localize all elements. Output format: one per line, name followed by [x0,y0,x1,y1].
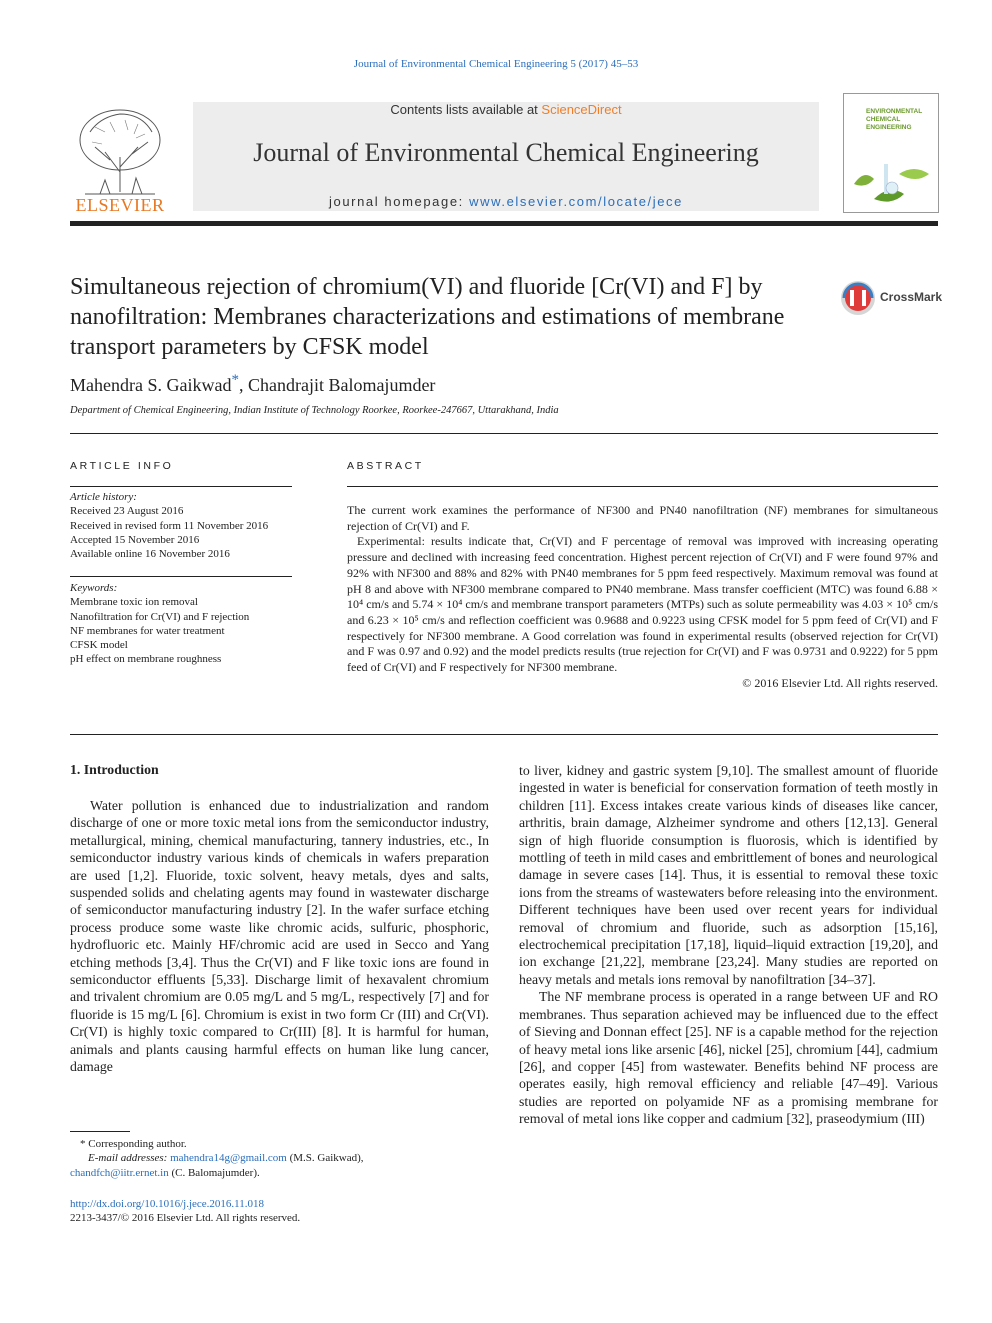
email-link[interactable]: mahendra14g@gmail.com [170,1152,287,1165]
body-column-left [70,797,489,1076]
abstract-paragraph: Experimental: results indicate that, Cr(VI) and F percentage of removal was improved with increasing operating pressure and declined with increasing feed concentration. Highest percent rejection of Cr(VI) and F were found 97% and 92% with NF300 and 88% and 82% with PN40 membranes for 5 ppm feed respectively. Maximum removal was found at pH 8 and above with NF300 membrane compared to PN40 membrane. Mass transfer coefficient (MTC) was found 6.88 × 10⁴ cm/s and 5.74 × 10⁴ cm/s and membrane transport parameters (MTPs) such as solute permeability was 4.03 × 10⁵ cm/s and 6.23 × 10⁵ cm/s and reflection coefficient was 0.9688 and 0.9223 using CFSK model for 5 ppm feed of Cr(VI) and F respectively for NF300 membrane. A Good correlation was found in experimental results (observed rejection for Cr(VI) and F was 0.97 and 0.92) and the model predicts results (true rejection for Cr(VI) and F was 0.9731 and 0.9222) for 5 ppm feed of Cr(VI) and F respectively for NF300 membrane. [347,534,938,675]
history-item: Accepted 15 November 2016 [70,533,200,546]
keyword-item: Membrane toxic ion removal [70,596,198,609]
keywords-list [70,581,292,667]
article-title: Simultaneous rejection of chromium(VI) and fluoride [Cr(VI) and F] by nanofiltration: Membranes characterizations and estimations of membrane transport parameters by CFSK model [70,274,785,360]
journal-homepage [193,194,819,209]
email-link[interactable]: chandfch@iitr.ernet.in [70,1166,169,1179]
elsevier-wordmark: ELSEVIER [75,195,165,215]
issn-copyright: 2213-3437/© 2016 Elsevier Ltd. All rights reserved. [70,1212,301,1225]
contents-prefix: Contents lists available at [390,102,542,117]
keyword-item: CFSK model [70,639,128,652]
body-column-right [519,762,938,1128]
journal-cover-thumbnail[interactable] [843,93,939,213]
crossmark-badge[interactable] [838,278,943,318]
history-item: Available online 16 November 2016 [70,548,230,561]
section-rule [70,433,938,434]
history-item: Received 23 August 2016 [70,505,184,518]
article-history [70,490,292,561]
article-info-heading: ARTICLE INFO [70,460,174,472]
abstract-heading: ABSTRACT [347,460,424,472]
keyword-item: NF membranes for water treatment [70,624,225,637]
footnote-email-label: E-mail addresses: [88,1152,171,1165]
crossmark-icon [838,278,878,318]
keywords-rule [70,576,292,577]
journal-citation[interactable]: Journal of Environmental Chemical Engineering 5 (2017) 45–53 [353,58,639,70]
section-heading: 1. Introduction [70,762,159,777]
keywords-label: Keywords: [70,582,118,594]
article-info-rule [70,486,292,487]
author-affiliation: Department of Chemical Engineering, Indian Institute of Technology Roorkee, Roorkee-247667, Uttarakhand, India [70,405,559,416]
cover-title-line-2: CHEMICAL [866,116,901,123]
sciencedirect-link[interactable]: ScienceDirect [541,102,622,117]
homepage-link[interactable]: www.elsevier.com/locate/jece [469,194,683,209]
homepage-label: journal homepage: [329,194,470,209]
author-name[interactable]: Mahendra S. Gaikwad [70,375,232,395]
footnote-corresponding: Corresponding author. [88,1138,187,1150]
abstract-rule [347,486,938,487]
history-label: Article history: [70,491,137,503]
footnote-marker: * [80,1138,86,1150]
contents-available [193,102,819,117]
section-rule [70,734,938,735]
footnote [70,1137,489,1180]
abstract-copyright: © 2016 Elsevier Ltd. All rights reserved. [742,675,938,690]
abstract-paragraph: The current work examines the performance of NF300 and PN40 nanofiltration (NF) membranes for simultaneous rejection of Cr(VI) and F. [347,503,938,533]
doi-block [70,1197,489,1226]
footnote-rule [70,1131,130,1132]
keyword-item: Nanofiltration for Cr(VI) and F rejection [70,610,250,623]
doi-link[interactable]: http://dx.doi.org/10.1016/j.jece.2016.11.018 [70,1198,265,1210]
author-list [70,372,435,396]
cover-leaf-image [844,144,938,212]
abstract-body [347,503,938,691]
journal-title: Journal of Environmental Chemical Engineering [253,138,759,167]
keyword-item: pH effect on membrane roughness [70,653,222,666]
body-paragraph: to liver, kidney and gastric system [9,10]. The smallest amount of fluoride ingested in water is beneficial for conservation formation of teeth mostly in children [11]. Excess intakes create various kinds of diseases like cancer, arthritis, brain damage, Alzheimer syndrome and others [12,13]. General sign of high fluoride consumption is fluorosis, which is identified by mottling of teeth in mild cases and embrittlement of bones and neurological damage in severe cases [14]. Thus, it is essential to removal these toxic ions from the streams of wastewaters before releasing into the environment. Different techniques have been used over recent years for individual removal of chromium and fluoride, such as adsorption [15,16], electrochemical precipitation [17,18], liquid–liquid extraction [19,20], and ion exchange [21,22], membrane [23,24]. Many studies are reported on heavy metals and metals ions removal by nanofiltration [34–37]. [519,763,938,987]
author-name[interactable]: Chandrajit Balomajumder [247,375,436,395]
crossmark-label: CrossMark [880,290,943,304]
history-item: Received in revised form 11 November 2016 [70,519,269,532]
cover-title-line-3: ENGINEERING [866,124,912,131]
body-paragraph: The NF membrane process is operated in a range between UF and RO membranes. Thus separation achieved may be influenced due to the effect of Sieving and Donnan effect [25]. NF is a capable method for the rejection of heavy metal ions like arsenic [46], nickel [25], chromium [44], cadmium [26], and copper [45] from wastewater. Benefits behind NF process are operates easily, high removal efficiency and reliable [47–49]. Various studies are reported on polyamide NF as a promising membrane for removal of metal ions like copper and cadmium [32], praseodymium (III) [519,989,938,1127]
header-rule [70,221,938,226]
email-owner: (M.S. Gaikwad), [286,1152,364,1165]
cover-title-line-1: ENVIRONMENTAL [866,108,923,115]
author-separator: , [238,375,248,395]
corresponding-author-marker[interactable]: * [231,372,239,388]
email-owner: (C. Balomajumder). [168,1166,260,1179]
body-paragraph: Water pollution is enhanced due to industrialization and random discharge of one or more toxic metal ions from the semiconductor industry, metallurgical, mining, chemical manufacturing, tannery industries, etc., In semiconductor industry various kinds of chemicals in wafers preparation are used [1,2]. Fluoride, toxic solvent, heavy metals, dyes and salts, suspended solids and chelating agents may found in wastewater discharge of semiconductor manufacturing industry [2]. In the wafer surface etching process produce some waste like chromic acids, sulfuric, phosphoric, hydrofluoric etc. Mainly HF/chromic acid are used in Secco and Yang etching methods [3,4]. Thus the Cr(VI) and F like toxic ions are found in semiconductor effluents [5,33]. Discharge limit of hexavalent chromium and trivalent chromium are 0.05 mg/L and 5 mg/L, respectively [7] and for fluoride is 15 mg/L [6]. Chromium is exist in two form Cr (III) and Cr(VI). Cr(VI) is highly toxic compared to Cr(III) [8]. It is harmful for human, animals and plants causing harmful effects on human like lung cancer, damage [70,798,489,1075]
